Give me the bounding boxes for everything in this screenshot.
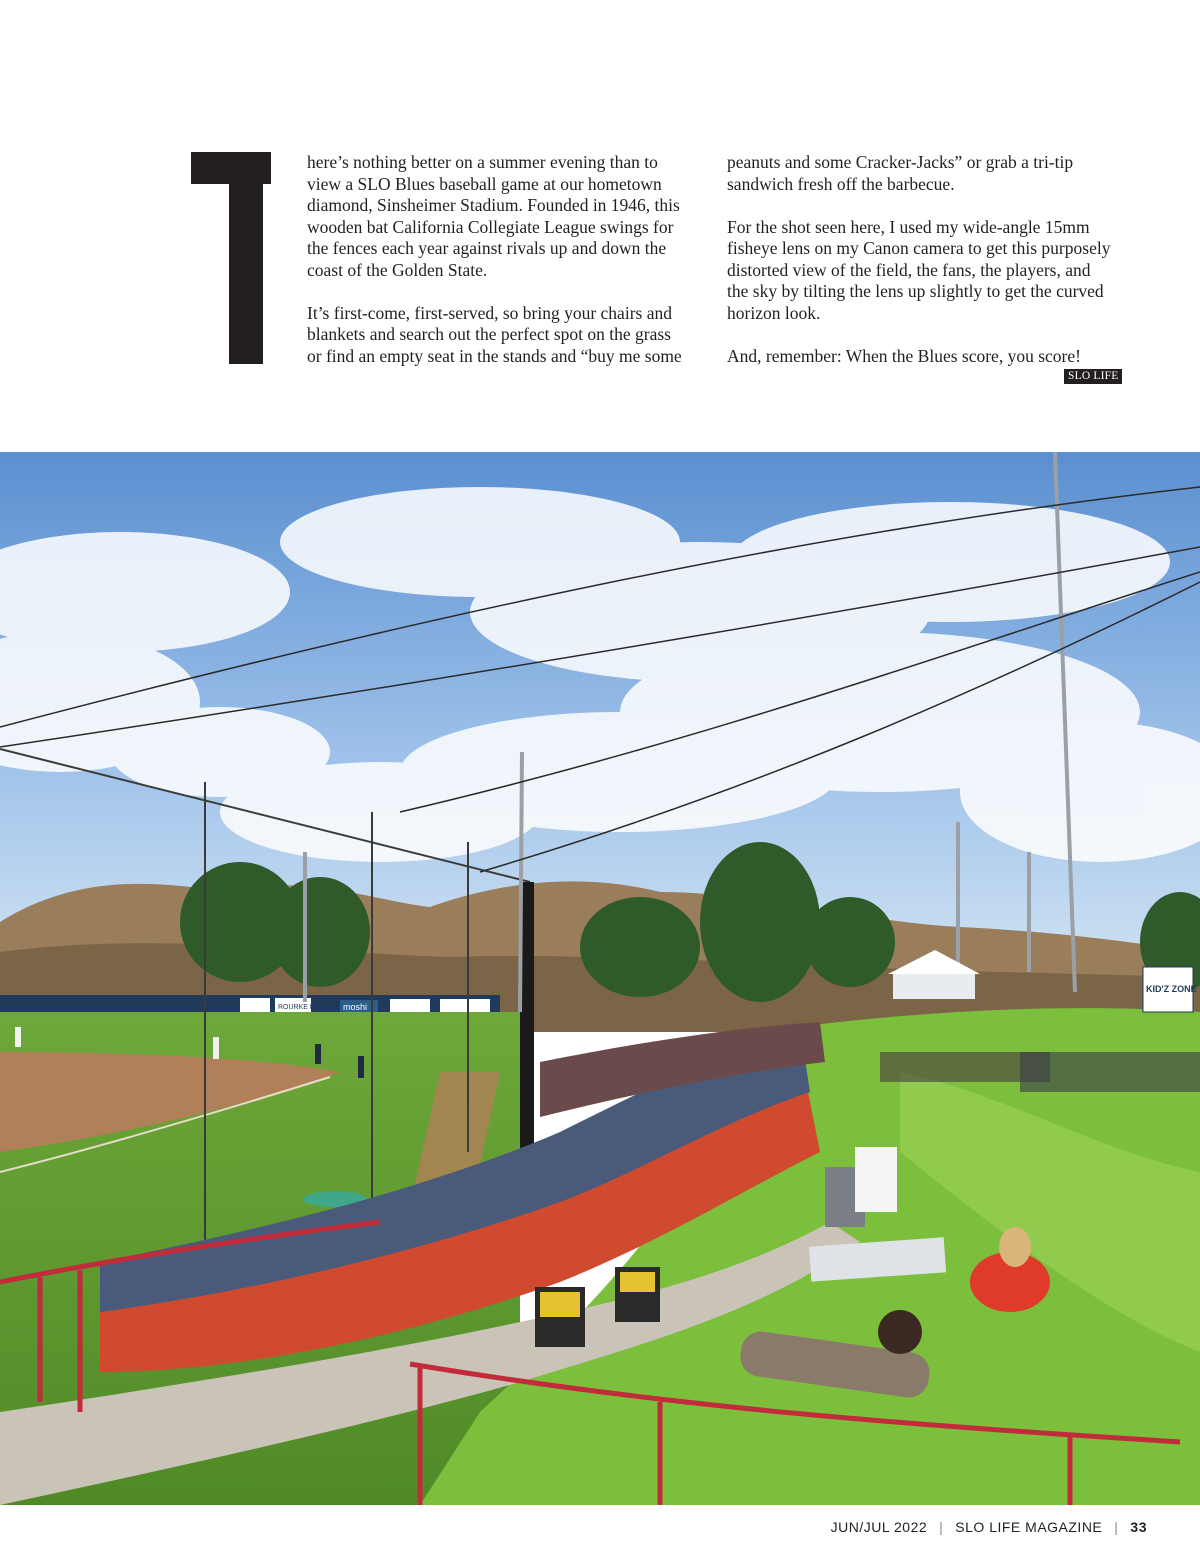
- paragraph-first-come: It’s first-come, first-served, so bring your chairs and blankets and search out the perfect spot on the grass or find an empty seat in the stands and “buy me some: [307, 302, 682, 366]
- paragraph-closing: And, remember: When the Blues score, you score!: [727, 345, 1081, 366]
- sign-kidz: KID'Z ZONE: [1146, 984, 1197, 994]
- footer-issue: JUN/JUL 2022: [830, 1519, 928, 1535]
- sign-rourke: ROURKE FAMILY: [278, 1004, 335, 1011]
- sign-moshi: moshi: [343, 1002, 368, 1012]
- footer-magazine: SLO LIFE MAGAZINE: [955, 1519, 1103, 1535]
- article-right-column: [727, 152, 1127, 367]
- page-footer: [831, 1519, 1147, 1535]
- footer-separator-2: |: [1114, 1519, 1119, 1535]
- paragraph-intro: here’s nothing better on a summer evening than to view a SLO Blues baseball game at our hometown diamond, Sinsheimer Stadium. Founded in 1946, this wooden bat California Collegiate League swings for the fences each year against rivals up and down the coast of the Golden State.: [307, 152, 680, 280]
- article-left-column: [307, 152, 707, 367]
- stadium-photo: [0, 452, 1200, 1505]
- fence-signs: [240, 998, 490, 1012]
- paragraph-peanuts: peanuts and some Cracker-Jacks” or grab a tri-tip sandwich fresh off the barbecue.: [727, 152, 1074, 194]
- footer-separator: |: [939, 1519, 944, 1535]
- end-badge-slo-life: SLO LIFE: [1064, 369, 1122, 384]
- footer-page-number: 33: [1130, 1519, 1147, 1535]
- drop-cap-t: [191, 152, 271, 367]
- paragraph-photo-notes: For the shot seen here, I used my wide-angle 15mm fisheye lens on my Canon camera to get this purposely distorted view of the field, the fans, the players, and the sky by tilting the lens up slightly to get the curved horizon look.: [727, 216, 1111, 323]
